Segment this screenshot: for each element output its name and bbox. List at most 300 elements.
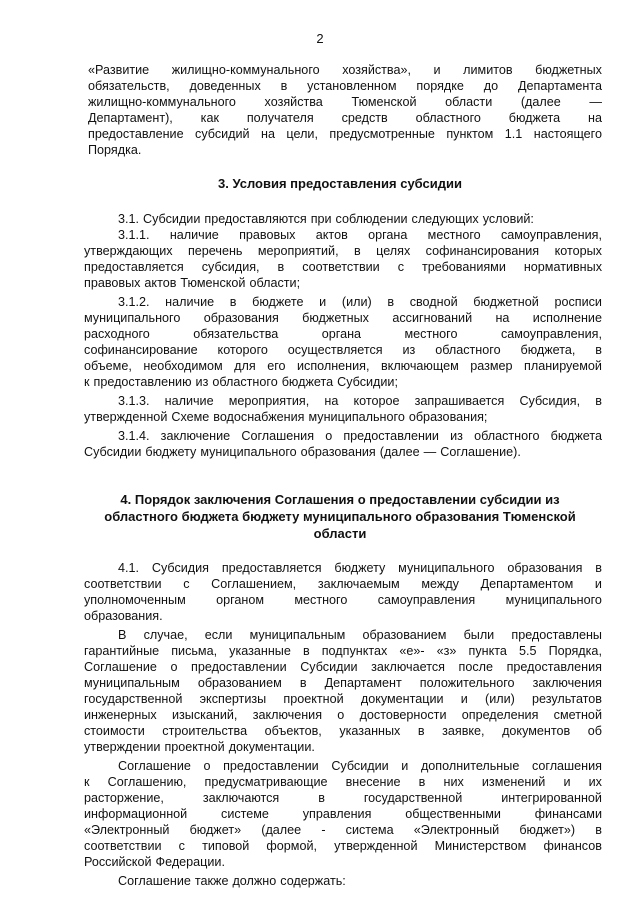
word: наличие xyxy=(164,394,214,408)
word: соответствии xyxy=(302,260,380,274)
word: жилищно-коммунального xyxy=(171,63,320,77)
word: муниципального xyxy=(398,561,495,575)
text-line xyxy=(84,310,602,326)
word: Федерации. xyxy=(155,855,225,869)
word: целях xyxy=(376,244,411,258)
word: о xyxy=(203,759,211,773)
word: — xyxy=(589,95,602,109)
text-line xyxy=(84,774,602,790)
word: бюджетных xyxy=(302,311,369,325)
word: в xyxy=(299,676,307,690)
word: (далее xyxy=(379,445,420,459)
word: жилищно-коммунального xyxy=(88,95,236,109)
word: требованиями xyxy=(421,260,506,274)
word: образованием xyxy=(197,676,282,690)
word: интегрированной xyxy=(501,791,602,805)
text-line xyxy=(84,243,602,259)
word: местного xyxy=(294,593,348,607)
text-line xyxy=(118,294,602,310)
text-line xyxy=(84,691,602,707)
word: в xyxy=(417,724,425,738)
word: инженерных xyxy=(84,708,157,722)
word: предусмотренные xyxy=(329,127,435,141)
word: 3.1.2. xyxy=(118,295,150,309)
word: Соглашение xyxy=(118,759,191,773)
word: соответствии xyxy=(84,577,162,591)
word: 3.1. xyxy=(118,212,140,226)
word: органа xyxy=(321,327,362,341)
word: случае, xyxy=(143,628,188,642)
word: предоставления xyxy=(506,660,602,674)
word: также xyxy=(194,874,229,888)
word: муниципальным xyxy=(249,628,346,642)
word: муниципального xyxy=(200,445,297,459)
word: (далее xyxy=(261,823,302,837)
word: Тюменской xyxy=(351,95,417,109)
word: нормативных xyxy=(523,260,602,274)
word: местного xyxy=(427,228,481,242)
word: достоверности xyxy=(359,708,447,722)
word: размер xyxy=(470,359,513,373)
word: Субсидии; xyxy=(337,375,398,389)
word: положительного xyxy=(419,676,515,690)
word: лимитов xyxy=(463,63,513,77)
word: бюджета xyxy=(550,429,602,443)
text-line xyxy=(84,275,602,291)
word: условий: xyxy=(482,212,534,226)
word: области xyxy=(445,95,493,109)
text-line xyxy=(84,790,602,806)
section-4-heading-line: областного бюджета бюджету муниципального образования Тюменской xyxy=(104,509,576,524)
word: указанных xyxy=(339,724,401,738)
word: областного xyxy=(435,343,501,357)
word: изменений xyxy=(481,775,546,789)
word: в xyxy=(229,295,237,309)
word: к xyxy=(84,375,90,389)
word: перечень xyxy=(187,244,243,258)
word: осуществляется xyxy=(287,343,383,357)
word: сметной xyxy=(553,708,602,722)
word: образованием xyxy=(362,628,447,642)
word: настоящего xyxy=(533,127,602,141)
word: при xyxy=(310,212,332,226)
page-number: 2 xyxy=(316,31,324,46)
word: бюджету xyxy=(334,561,386,575)
word: Субсидии xyxy=(300,660,358,674)
word: и xyxy=(563,775,571,789)
word: которого xyxy=(217,343,268,357)
word: образования. xyxy=(84,609,163,623)
word: органом xyxy=(216,593,265,607)
word: расторжение, xyxy=(84,791,164,805)
text-line xyxy=(118,211,602,227)
word: предоставляется xyxy=(221,561,322,575)
word: расходного xyxy=(84,327,150,341)
word: проектной xyxy=(164,740,225,754)
word: соглашения xyxy=(531,759,602,773)
word: в xyxy=(595,394,602,408)
word: предоставлении xyxy=(223,759,319,773)
word: бюджете xyxy=(252,295,304,309)
word: заключается xyxy=(371,660,445,674)
word: актов xyxy=(144,276,177,290)
text-line xyxy=(84,259,602,275)
word: его xyxy=(267,359,286,373)
word: муниципального xyxy=(308,410,405,424)
word: заключаются xyxy=(202,791,280,805)
word: в xyxy=(318,791,325,805)
word: пункта xyxy=(468,644,507,658)
word: заключения xyxy=(532,676,602,690)
word: Порядка, xyxy=(548,644,602,658)
text-line xyxy=(84,643,602,659)
word: Соглашение). xyxy=(440,445,521,459)
word: образования xyxy=(300,445,376,459)
word: между xyxy=(421,577,459,591)
word: правовых xyxy=(84,276,141,290)
word: обязательства xyxy=(193,327,279,341)
word: финансов xyxy=(543,839,602,853)
word: бюджета xyxy=(508,111,561,125)
word: должно xyxy=(232,874,277,888)
word: хозяйства», xyxy=(342,63,411,77)
word: ассигнований xyxy=(392,311,473,325)
word: государственной xyxy=(84,692,183,706)
word: типовой xyxy=(202,839,250,853)
word: заключения xyxy=(252,708,323,722)
word: областного xyxy=(415,111,481,125)
text-line xyxy=(88,94,602,110)
text-line xyxy=(88,126,602,142)
text-line xyxy=(84,723,602,739)
text-line xyxy=(84,675,602,691)
word: бюджетных xyxy=(535,63,602,77)
text-line xyxy=(84,358,602,374)
text-line xyxy=(118,758,602,774)
word: субсидий xyxy=(195,127,250,141)
word: до xyxy=(483,79,499,93)
text-line xyxy=(118,873,602,889)
word: заявке, xyxy=(442,724,485,738)
text-line xyxy=(84,707,602,723)
word: Министерством xyxy=(434,839,527,853)
word: предоставлении xyxy=(343,429,439,443)
word: их xyxy=(588,775,602,789)
word: из xyxy=(195,375,209,389)
word: утверждающих xyxy=(84,244,173,258)
word: документов xyxy=(502,724,571,738)
word: Субсидия xyxy=(151,561,209,575)
word: самоуправления xyxy=(377,593,476,607)
word: в xyxy=(387,295,395,309)
word: строительства xyxy=(162,724,248,738)
word: «е»- xyxy=(399,644,425,658)
word: бюджета, xyxy=(520,343,576,357)
text-line xyxy=(88,62,602,78)
word: Департамента xyxy=(518,79,602,93)
word: результатов xyxy=(532,692,602,706)
word: в xyxy=(354,244,361,258)
word: с xyxy=(183,577,190,591)
word: наличие xyxy=(169,228,219,242)
word: были xyxy=(463,628,495,642)
word: мероприятий, xyxy=(257,244,339,258)
word: формой, xyxy=(266,839,317,853)
word: правовых xyxy=(239,228,296,242)
word: проектной xyxy=(283,692,344,706)
word: если xyxy=(204,628,233,642)
word: Соглашением, xyxy=(211,577,297,591)
word: следующих xyxy=(411,212,479,226)
word: Субсидии xyxy=(143,212,201,226)
word: бюджету xyxy=(145,445,197,459)
word: водоснабжения xyxy=(213,410,305,424)
word: и xyxy=(594,577,602,591)
word: областного xyxy=(212,375,278,389)
word: Субсидии xyxy=(331,759,389,773)
word: (далее xyxy=(520,95,561,109)
text-line xyxy=(84,822,602,838)
text-line xyxy=(88,78,602,94)
word: запрашивается xyxy=(414,394,505,408)
word: и xyxy=(460,692,468,706)
word: предоставлении xyxy=(191,660,287,674)
word: бюджетной xyxy=(473,295,539,309)
word: управления xyxy=(302,807,372,821)
word: получателя xyxy=(246,111,314,125)
word: внесение xyxy=(345,775,401,789)
word: включающем xyxy=(380,359,459,373)
word: 3.1.3. xyxy=(118,394,150,408)
word: бюджет» xyxy=(189,823,242,837)
text-line xyxy=(84,659,602,675)
word: пунктом xyxy=(446,127,494,141)
word: в xyxy=(595,561,602,575)
word: Порядка. xyxy=(88,143,142,157)
section-3-heading: 3. Условия предоставления субсидии xyxy=(218,176,462,191)
word: заключаемым xyxy=(317,577,400,591)
word: муниципального xyxy=(505,593,602,607)
word: Соглашение xyxy=(118,874,191,888)
word: Соглашения xyxy=(241,429,315,443)
word: соблюдении xyxy=(335,212,408,226)
word: указанные xyxy=(229,644,291,658)
word: субсидия, xyxy=(201,260,260,274)
text-line xyxy=(118,227,602,243)
word: заключение xyxy=(160,429,231,443)
word: — xyxy=(423,445,437,459)
word: средств xyxy=(341,111,388,125)
word: сводной xyxy=(409,295,458,309)
word: планируемой xyxy=(524,359,602,373)
word: муниципального xyxy=(84,311,181,325)
word: предоставлению xyxy=(93,375,192,389)
word: к xyxy=(84,775,90,789)
word: образования xyxy=(507,561,583,575)
word: в xyxy=(280,79,288,93)
word: местного xyxy=(404,327,458,341)
word: росписи xyxy=(554,295,602,309)
word: 1.1 xyxy=(504,127,523,141)
word: Департамент), xyxy=(88,111,173,125)
text-line xyxy=(84,409,602,425)
word: бюджет») xyxy=(519,823,576,837)
word: и xyxy=(401,759,409,773)
word: муниципальным xyxy=(84,676,180,690)
word: о xyxy=(170,660,178,674)
word: цели, xyxy=(286,127,318,141)
word: объектов, xyxy=(264,724,322,738)
word: общественными xyxy=(405,807,501,821)
word: предусматривающие xyxy=(204,775,328,789)
word: содержать: xyxy=(280,874,346,888)
word: экспертизы xyxy=(199,692,267,706)
word: и xyxy=(433,63,441,77)
word: предоставляются xyxy=(204,212,307,226)
word: стоимости xyxy=(84,724,145,738)
text-line xyxy=(84,806,602,822)
word: Российской xyxy=(84,855,152,869)
text-line xyxy=(84,342,602,358)
word: Соглашение xyxy=(84,660,157,674)
word: установленном xyxy=(307,79,397,93)
text-line xyxy=(118,627,602,643)
word: с xyxy=(178,839,185,853)
word: органа xyxy=(368,228,408,242)
word: уполномоченным xyxy=(84,593,186,607)
word: 3.1.4. xyxy=(118,429,150,443)
word: Субсидия, xyxy=(519,394,581,408)
word: «Развитие xyxy=(88,63,150,77)
text-line xyxy=(88,110,602,126)
word: система xyxy=(345,823,394,837)
word: утвержденной xyxy=(334,839,418,853)
word: в xyxy=(302,644,310,658)
text-line xyxy=(84,739,602,755)
word: на xyxy=(588,111,602,125)
word: предоставление xyxy=(88,127,184,141)
word: Соглашению, xyxy=(107,775,187,789)
word: - xyxy=(321,823,326,837)
word: в xyxy=(595,823,602,837)
word: в xyxy=(595,343,602,357)
word: документации. xyxy=(228,740,315,754)
word: Схеме xyxy=(171,410,210,424)
word: документации xyxy=(360,692,444,706)
word: письма, xyxy=(171,644,218,658)
word: софинансирование xyxy=(84,343,198,357)
word: «з» xyxy=(436,644,457,658)
word: предоставлены xyxy=(511,628,602,642)
word: порядке xyxy=(416,79,464,93)
word: и xyxy=(319,295,327,309)
word: (или) xyxy=(485,692,515,706)
word: как xyxy=(200,111,219,125)
word: (или) xyxy=(341,295,372,309)
text-line xyxy=(118,560,602,576)
word: которых xyxy=(554,244,602,258)
word: государственной xyxy=(363,791,463,805)
word: объеме, xyxy=(84,359,132,373)
word: дополнительные xyxy=(420,759,520,773)
word: Департамент xyxy=(324,676,402,690)
word: самоуправления, xyxy=(500,327,602,341)
word: изысканий, xyxy=(171,708,238,722)
text-line xyxy=(88,142,602,158)
word: утвержденной xyxy=(84,410,168,424)
word: 5.5 xyxy=(518,644,537,658)
text-line xyxy=(118,393,602,409)
word: после xyxy=(458,660,493,674)
word: на xyxy=(324,394,339,408)
word: образования; xyxy=(408,410,488,424)
text-line xyxy=(84,576,602,592)
word: из xyxy=(402,343,416,357)
section-4-heading-line: области xyxy=(313,526,367,541)
word: которое xyxy=(353,394,400,408)
text-line xyxy=(84,854,602,870)
word: актов xyxy=(315,228,348,242)
text-line xyxy=(84,326,602,342)
word: в xyxy=(418,775,426,789)
word: необходимом xyxy=(143,359,223,373)
word: информационной xyxy=(84,807,188,821)
section-4-heading-line: 4. Порядок заключения Соглашения о предоставлении субсидии из xyxy=(120,492,560,507)
word: доведенных xyxy=(189,79,261,93)
word: Департаментом xyxy=(480,577,574,591)
word: об xyxy=(587,724,602,738)
word: областного xyxy=(474,429,540,443)
word: образования xyxy=(203,311,279,325)
word: о xyxy=(325,429,333,443)
word: наличие xyxy=(165,295,215,309)
word: них xyxy=(443,775,464,789)
word: 4.1. xyxy=(118,561,140,575)
text-line xyxy=(118,428,602,444)
word: подпунктах xyxy=(321,644,388,658)
word: бюджета xyxy=(281,375,334,389)
word: в xyxy=(277,260,285,274)
word: утверждении xyxy=(84,740,161,754)
word: софинансирования xyxy=(425,244,540,258)
text-line xyxy=(84,838,602,854)
text-line xyxy=(84,608,602,624)
word: 3.1.1. xyxy=(118,228,150,242)
word: «Электронный xyxy=(413,823,500,837)
word: гарантийные xyxy=(84,644,160,658)
word: предоставляется xyxy=(84,260,184,274)
word: системе xyxy=(221,807,269,821)
text-line xyxy=(84,592,602,608)
word: самоуправления, xyxy=(500,228,602,242)
word: исполнения, xyxy=(297,359,370,373)
word: В xyxy=(118,628,127,642)
word: хозяйства xyxy=(264,95,323,109)
word: мероприятия, xyxy=(228,394,310,408)
word: финансами xyxy=(534,807,602,821)
word: Тюменской xyxy=(180,276,246,290)
text-line xyxy=(84,444,602,460)
text-line xyxy=(84,374,602,390)
word: области; xyxy=(249,276,301,290)
word: на xyxy=(261,127,275,141)
word: с xyxy=(397,260,404,274)
word: определения xyxy=(461,708,539,722)
word: из xyxy=(450,429,463,443)
word: Субсидии xyxy=(84,445,142,459)
word: на xyxy=(495,311,510,325)
word: исполнение xyxy=(532,311,602,325)
